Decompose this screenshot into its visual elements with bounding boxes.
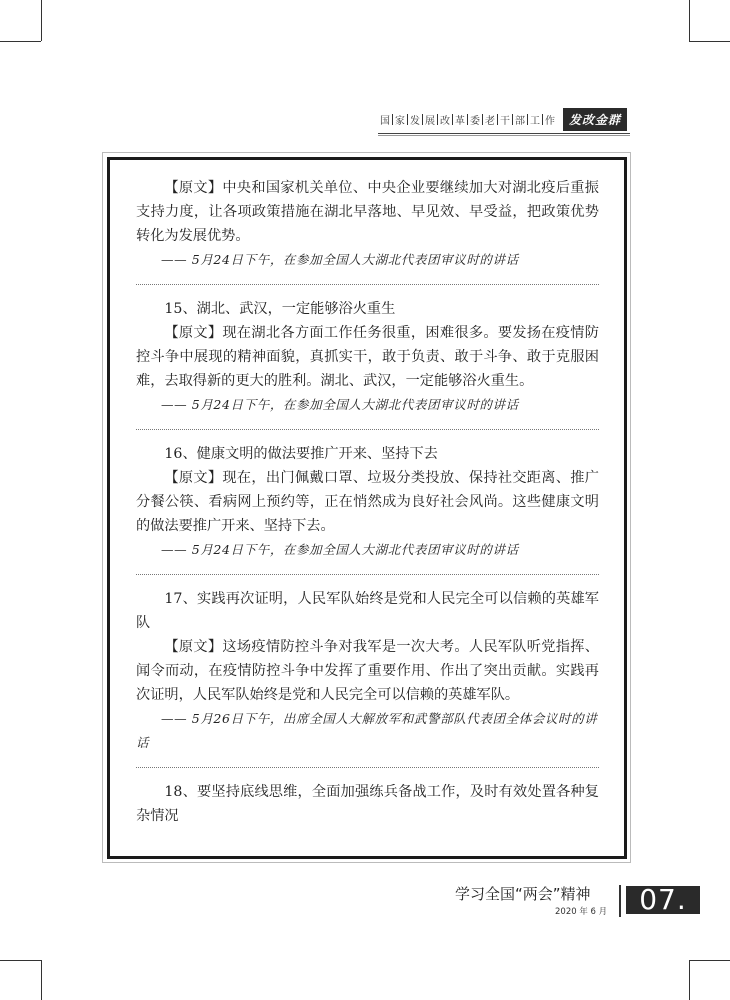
running-header bbox=[378, 106, 630, 132]
quote-paragraph: 【原文】中央和国家机关单位、中央企业要继续加大对湖北疫后重振支持力度，让各项政策措施在湖北早落地、早见效、早受益，把政策优势转化为发展优势。 bbox=[136, 180, 599, 244]
source-citation: —— 5月24日下午，在参加全国人大湖北代表团审议时的讲话 bbox=[161, 542, 519, 557]
header-char: 干 bbox=[500, 115, 510, 127]
section-heading: 17、实践再次证明，人民军队始终是党和人民完全可以信赖的英雄军队 bbox=[136, 591, 599, 631]
dotted-divider bbox=[136, 284, 599, 285]
crop-mark bbox=[689, 960, 730, 961]
crop-mark bbox=[41, 0, 42, 41]
header-department bbox=[378, 112, 557, 127]
dotted-divider bbox=[136, 574, 599, 575]
header-char: 委 bbox=[470, 115, 480, 127]
source-citation: —— 5月26日下午，出席全国人大解放军和武警部队代表团全体会议时的讲话 bbox=[136, 711, 598, 750]
crop-mark bbox=[689, 0, 690, 41]
article-body bbox=[136, 176, 599, 828]
quote-paragraph: 【原文】现在，出门佩戴口罩、垃圾分类投放、保持社交距离、推广分餐公筷、看病网上预约等，正在悄然成为良好社会风尚。这些健康文明的做法要推广开来、坚持下去。 bbox=[136, 470, 599, 534]
footer-title: 学习全国“两会”精神 bbox=[455, 885, 591, 903]
crop-mark bbox=[689, 960, 690, 1000]
section-heading: 16、健康文明的做法要推广开来、坚持下去 bbox=[164, 446, 438, 462]
section bbox=[136, 176, 599, 272]
header-char: 革 bbox=[455, 115, 465, 127]
header-char: 工 bbox=[530, 115, 540, 127]
quote-paragraph: 【原文】这场疫情防控斗争对我军是一次大考。人民军队听党指挥、闻令而动，在疫情防控斗争中发挥了重要作用、作出了突出贡献。实践再次证明，人民军队始终是党和人民完全可以信赖的英雄军队。 bbox=[136, 639, 599, 703]
section bbox=[136, 297, 599, 417]
section-heading: 18、要坚持底线思维，全面加强练兵备战工作，及时有效处置各种复杂情况 bbox=[136, 784, 599, 824]
dotted-divider bbox=[136, 767, 599, 768]
page-number: 07. bbox=[626, 886, 700, 914]
header-char: 老 bbox=[485, 115, 495, 127]
section bbox=[136, 587, 599, 755]
footer-date: 2020 年 6 月 bbox=[555, 907, 608, 917]
crop-mark bbox=[41, 960, 42, 1000]
header-char: 家 bbox=[395, 115, 405, 127]
header-char: 部 bbox=[515, 115, 525, 127]
header-char: 展 bbox=[425, 115, 435, 127]
header-char: 国 bbox=[380, 115, 390, 127]
section bbox=[136, 780, 599, 828]
header-rule bbox=[378, 133, 630, 134]
header-rule bbox=[378, 135, 630, 136]
crop-mark bbox=[689, 41, 730, 42]
header-char: 作 bbox=[545, 115, 555, 127]
header-char: 发 bbox=[410, 115, 420, 127]
section-heading: 15、湖北、武汉，一定能够浴火重生 bbox=[164, 301, 396, 317]
footer-divider bbox=[619, 885, 621, 917]
quote-paragraph: 【原文】现在湖北各方面工作任务很重，困难很多。要发扬在疫情防控斗争中展现的精神面貌，真抓实干，敢于负责、敢于斗争、敢于克服困难，去取得新的更大的胜利。湖北、武汉，一定能够浴火重生。 bbox=[136, 325, 599, 389]
source-citation: —— 5月24日下午，在参加全国人大湖北代表团审议时的讲话 bbox=[161, 252, 519, 267]
dotted-divider bbox=[136, 429, 599, 430]
section bbox=[136, 442, 599, 562]
source-citation: —— 5月24日下午，在参加全国人大湖北代表团审议时的讲话 bbox=[161, 397, 519, 412]
crop-mark bbox=[0, 41, 41, 42]
crop-mark bbox=[0, 960, 41, 961]
header-char: 改 bbox=[440, 115, 450, 127]
publication-logo: 发改金群 bbox=[563, 108, 627, 131]
